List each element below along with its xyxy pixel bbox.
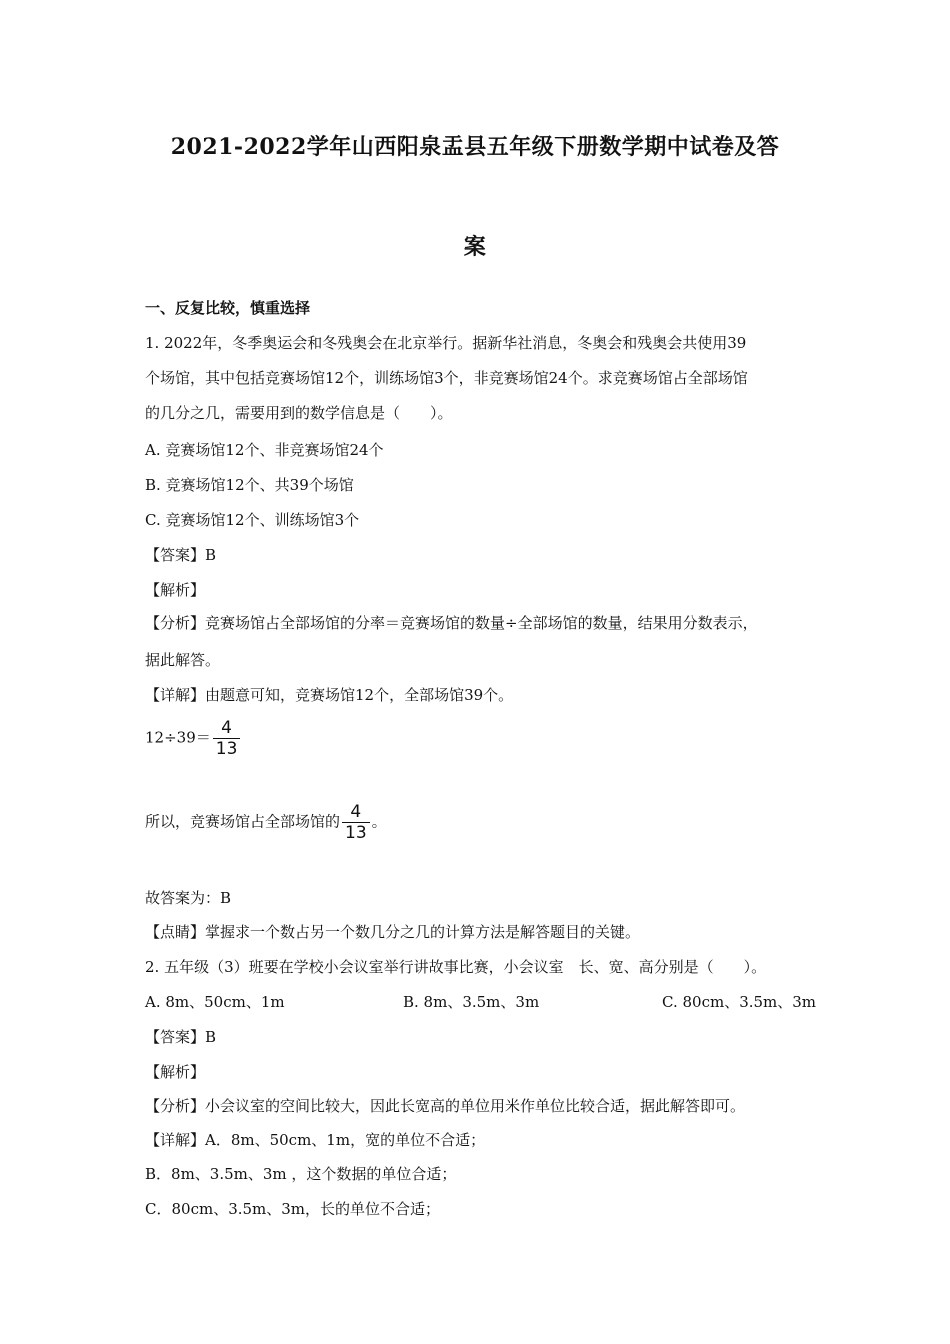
document-title-line1: 2021-2022学年山西阳泉盂县五年级下册数学期中试卷及答 bbox=[170, 134, 780, 160]
document-title-line2: 案 bbox=[463, 234, 487, 260]
q1-calculation bbox=[145, 718, 242, 759]
fraction bbox=[342, 802, 370, 843]
q1-comment: 【点睛】掌握求一个数占另一个数几分之几的计算方法是解答题目的关键。 bbox=[145, 923, 641, 941]
conclusion-prefix: 所以，竞赛场馆占全部场馆的 bbox=[145, 812, 341, 831]
q1-option-b: B. 竞赛场馆12个、共39个场馆 bbox=[145, 476, 354, 494]
q2-option-b: B. 8m、3.5m、3m bbox=[403, 993, 540, 1011]
q1-fenxi-line2: 据此解答。 bbox=[145, 651, 221, 669]
q1-final-answer: 故答案为：B bbox=[145, 889, 232, 907]
q1-answer: 【答案】B bbox=[145, 546, 217, 564]
q2-option-c: C. 80cm、3.5m、3m bbox=[662, 993, 817, 1011]
q2-option-a: A. 8m、50cm、1m bbox=[145, 993, 285, 1011]
q2-fenxi: 【分析】小会议室的空间比较大，因此长宽高的单位用米作单位比较合适，据此解答即可。 bbox=[145, 1097, 746, 1115]
fraction bbox=[213, 718, 241, 759]
q1-stem-line2: 个场馆，其中包括竞赛场馆12个，训练场馆3个，非竞赛场馆24个。求竞赛场馆占全部场馆 bbox=[145, 369, 748, 387]
q1-stem-line1: 1. 2022年，冬季奥运会和冬残奥会在北京举行。据新华社消息，冬奥会和残奥会共使用39 bbox=[145, 334, 747, 352]
calc-prefix: 12÷39＝ bbox=[145, 728, 211, 747]
fraction-denominator: 13 bbox=[345, 823, 367, 843]
q2-stem: 2. 五年级（3）班要在学校小会议室举行讲故事比赛，小会议室 长、宽、高分别是（ ）。 bbox=[145, 958, 767, 976]
q1-fenxi-line1: 【分析】竞赛场馆占全部场馆的分率＝竞赛场馆的数量÷全部场馆的数量，结果用分数表示， bbox=[145, 614, 758, 632]
q1-option-c: C. 竞赛场馆12个、训练场馆3个 bbox=[145, 511, 360, 529]
q2-answer: 【答案】B bbox=[145, 1028, 217, 1046]
fraction-numerator: 4 bbox=[221, 718, 232, 738]
conclusion-suffix: 。 bbox=[371, 812, 387, 831]
section-heading: 一、反复比较，慎重选择 bbox=[145, 299, 311, 317]
fraction-denominator: 13 bbox=[215, 739, 238, 759]
q1-detail: 【详解】由题意可知，竞赛场馆12个，全部场馆39个。 bbox=[145, 686, 514, 704]
q2-detail-b: B．8m、3.5m、3m ，这个数据的单位合适； bbox=[145, 1165, 457, 1183]
q1-stem-line3: 的几分之几，需要用到的数学信息是（ ）。 bbox=[145, 404, 453, 422]
q1-option-a: A. 竞赛场馆12个、非竞赛场馆24个 bbox=[145, 441, 384, 459]
q2-detail-c: C．80cm、3.5m、3m，长的单位不合适； bbox=[145, 1200, 441, 1218]
q1-analysis-label: 【解析】 bbox=[145, 581, 206, 599]
q2-detail-a: 【详解】A．8m、50cm、1m，宽的单位不合适； bbox=[145, 1131, 486, 1149]
fraction-numerator: 4 bbox=[350, 802, 362, 822]
q2-analysis-label: 【解析】 bbox=[145, 1063, 206, 1081]
q1-conclusion bbox=[145, 802, 387, 843]
